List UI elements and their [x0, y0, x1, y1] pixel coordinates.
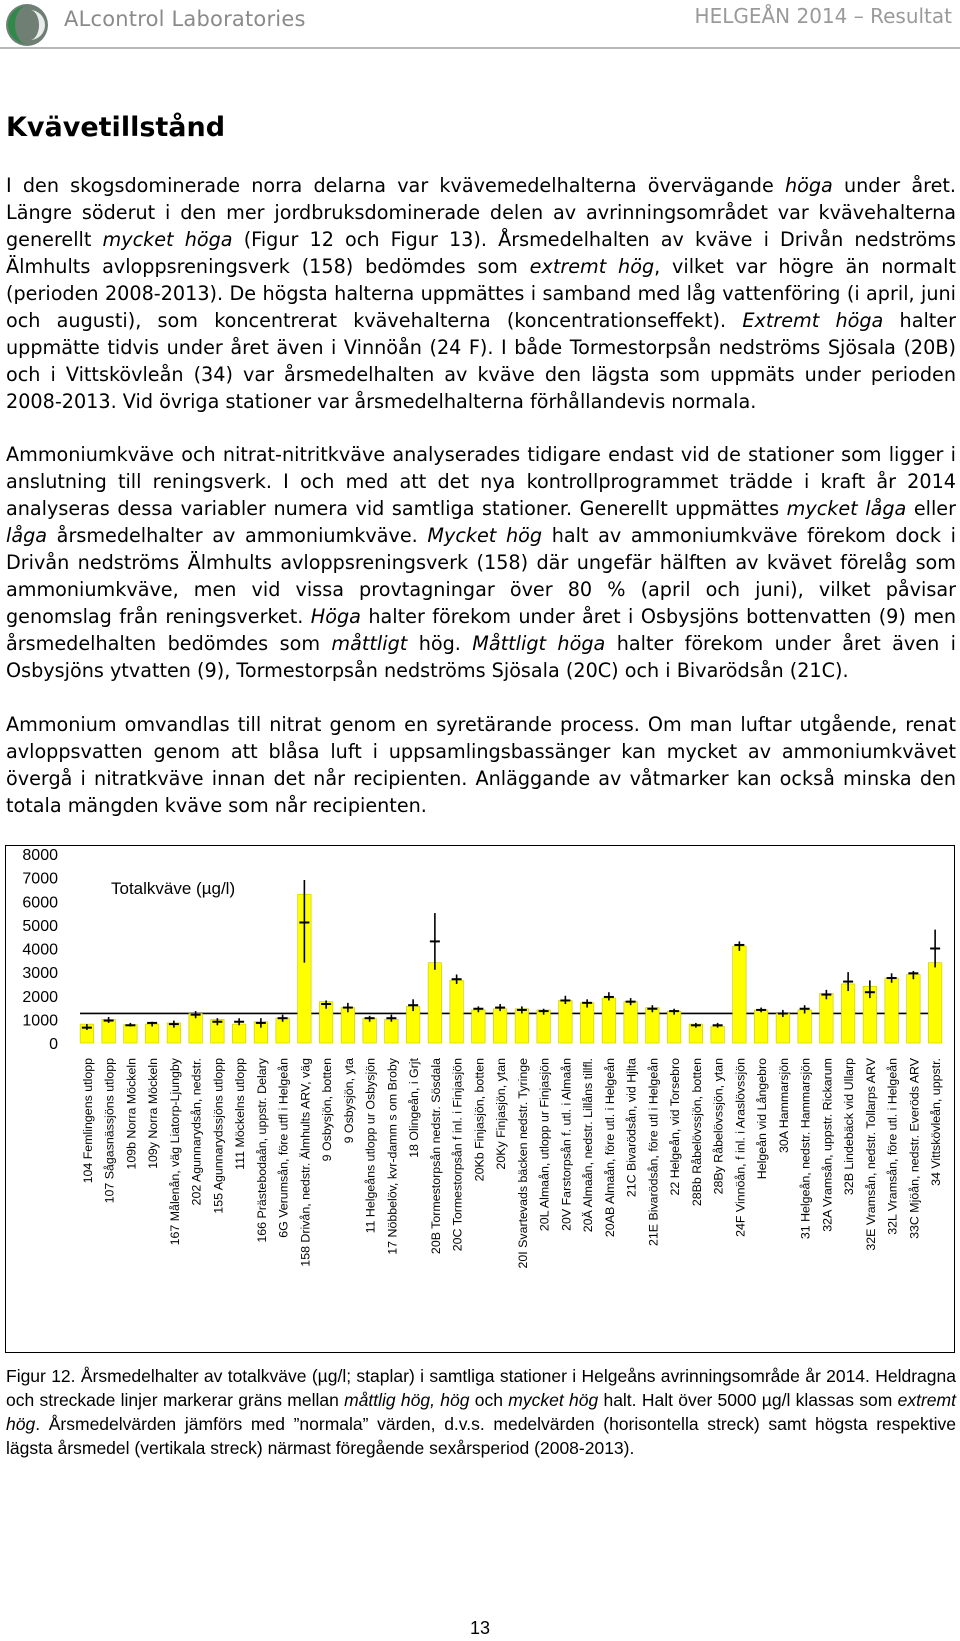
emphasis-text: Måttligt höga: [472, 632, 606, 655]
page-header: [0, 0, 960, 48]
bar: [602, 998, 615, 1043]
y-tick-label: 7000: [22, 870, 58, 888]
category-label: 28By Råbelövssjön, ytan: [711, 1058, 726, 1195]
bar: [341, 1008, 354, 1043]
bar: [624, 1002, 637, 1043]
emphasis-text: höga: [784, 174, 833, 197]
bar: [928, 963, 941, 1043]
category-label: 21C Bivarödsån, vid Hjlta: [624, 1058, 639, 1198]
paragraph-1: [6, 172, 956, 415]
text-run: halter förekom under året i Osbysjöns bottenvatten (9) men årsmedelhalten bedömdes som: [6, 605, 956, 655]
category-label: 18 Olingeån, i Grjt: [407, 1058, 422, 1158]
category-label: 34 Vittskövleån, uppstr.: [929, 1058, 944, 1186]
text-run: . Årsmedelvärden jämförs med ”normala” värden, d.v.s. medelvärden (horisontella streck) samt högsta respektive lägsta årsmedel (vertikala streck) närmast föregående sexårsperiod (2008-2013).: [6, 1414, 956, 1458]
alcontrol-logo-icon: [4, 2, 50, 48]
bar: [711, 1026, 724, 1043]
category-label: Helgeån vid Långebro: [755, 1058, 770, 1180]
paragraph-3: [6, 711, 956, 819]
bar: [145, 1024, 158, 1043]
bar: [406, 1006, 419, 1043]
text-run: hög.: [407, 632, 473, 655]
y-tick-label: 2000: [22, 988, 58, 1006]
chart-canvas: [6, 846, 954, 1352]
bar: [102, 1019, 115, 1043]
header-divider: [0, 47, 960, 49]
category-label: 32B Lindebäck vid Ullarp: [842, 1058, 857, 1196]
text-run: Figur 12. Årsmedelhalter av totalkväve (µg/l; staplar) i samtliga stationer i Helgeåns avrinningsområde år 2014. Heldragna och streckade linjer markerar gräns mellan: [6, 1366, 956, 1410]
emphasis-text: Extremt höga: [742, 309, 884, 332]
emphasis-text: måttligt: [331, 632, 408, 655]
bar: [754, 1010, 767, 1043]
figure-caption: [6, 1364, 956, 1460]
category-label: 20C Tormestorpsån f inl. i Finjasjön: [450, 1058, 465, 1252]
text-run: halt. Halt över 5000 µg/l klassas som: [598, 1390, 898, 1410]
text-run: under året. Längre söderut i den mer jordbruksdominerade delen av avrinningsområdet var kvävehalterna generellt: [6, 174, 957, 251]
category-label: 30A Hammarsjön: [776, 1058, 791, 1154]
bar: [450, 980, 463, 1043]
category-label: 24F Vinnöån, f inl. i Araslövssjön: [733, 1058, 748, 1237]
y-tick-label: 8000: [22, 847, 58, 864]
text-run: årsmedelhalter av ammoniumkväve.: [47, 524, 428, 547]
text-run: , vilket var högre än normalt (perioden 2008-2013). De högsta halterna uppmättes i samband med låg vattenföring (i april, juni och augusti), som koncentrerat kvävehalterna (koncentrationseffekt).: [6, 255, 956, 332]
bar: [232, 1024, 245, 1043]
section-title: Kvävetillstånd: [6, 112, 226, 143]
category-label: 6G Verumsån, före utfl i Helgeån: [276, 1058, 291, 1238]
y-tick-label: 0: [49, 1036, 58, 1053]
emphasis-text: mycket låga: [786, 497, 907, 520]
emphasis-text: extremt hög: [6, 1390, 956, 1434]
y-tick-label: 5000: [22, 917, 58, 935]
bar: [667, 1011, 680, 1043]
category-label: 17 Nöbbelöv, kvr-damm s om Broby: [385, 1058, 400, 1255]
text-run: I den skogsdominerade norra delarna var kvävemedelhalterna övervägande: [6, 174, 785, 197]
category-label: 202 Agunnarydsån, nedstr.: [189, 1058, 204, 1206]
y-tick-label: 4000: [22, 941, 58, 959]
category-label: 20L Almaån, utlopp ur Finjasjön: [537, 1058, 552, 1232]
category-label: 21E Bivarödsån, före utl i Helgeån: [646, 1058, 661, 1247]
paragraph-2: [6, 441, 956, 684]
bar: [363, 1018, 376, 1043]
bar: [646, 1008, 659, 1043]
bar: [493, 1009, 506, 1043]
chart-title: Totalkväve (µg/l): [111, 879, 236, 898]
category-label: 158 Drivån, nedstr. Älmhults ARV, väg: [298, 1058, 313, 1267]
category-label: 32E Vramsån, nedstr. Tollarps ARV: [863, 1058, 878, 1251]
category-label: 111 Möckelns utlopp: [233, 1058, 248, 1170]
bar: [776, 1013, 789, 1043]
category-label: 107 Sågasnässjöns utlopp: [102, 1058, 117, 1204]
category-label: 20Ä Almaån, nedstr. Lillåns tillfl.: [581, 1058, 596, 1233]
category-label: 28Bb Råbelövssjön, botten: [689, 1058, 704, 1207]
bar: [537, 1010, 550, 1043]
category-label: 20V Farstorpsån f. utl. i Almaån: [559, 1058, 574, 1231]
category-label: 104 Femlingens utlopp: [80, 1058, 95, 1184]
bar: [885, 978, 898, 1043]
category-label: 20Ky Finjasjön, ytan: [494, 1058, 509, 1170]
text-run: eller: [906, 497, 956, 520]
text-run: och: [469, 1390, 509, 1410]
text-run: Ammonium omvandlas till nitrat genom en syretärande process. Om man luftar utgående, renat avloppsvatten genom att blåsa luft i uppsamlingsbassänger kan mycket av ammoniumkvävet övergå i nitratkväve innan det når recipienten. Anläggande av våtmarker kan också minska den totala mängden kväve som når recipienten.: [6, 713, 956, 817]
bar: [124, 1025, 137, 1043]
text-run: (Figur 12 och Figur 13). Årsmedelhalten av kväve i Drivån nedströms Älmhults avloppsreningsverk (158) bedömdes som: [6, 228, 956, 278]
bar: [841, 984, 854, 1043]
category-label: 166 Prästebodaån, uppstr. Delary: [254, 1058, 269, 1243]
category-label: 20I Svartevads bäcken nedstr. Tyringe: [515, 1058, 530, 1269]
y-tick-label: 6000: [22, 894, 58, 912]
emphasis-text: måttlig hög, hög: [344, 1390, 470, 1410]
y-tick-label: 3000: [22, 965, 58, 983]
y-tick-label: 1000: [22, 1012, 58, 1030]
category-label: 11 Helgeåns utlopp ur Osbysjön: [363, 1058, 378, 1234]
category-label: 20AB Almaån, före utl. i Helgeån: [602, 1058, 617, 1238]
category-label: 167 Målenån, väg Liatorp-Ljungby: [167, 1058, 182, 1246]
category-label: 32A Vramsån, uppstr. Rickarum: [820, 1058, 835, 1232]
bar: [580, 1003, 593, 1043]
bar: [428, 963, 441, 1043]
category-label: 22 Helgeån, vid Torsebro: [668, 1058, 683, 1196]
bar: [385, 1019, 398, 1043]
text-run: Ammoniumkväve och nitrat-nitritkväve analyserades tidigare endast vid de stationer som ligger i anslutning till reningsverk. I och med att det nya kontrollprogrammet trädde i kraft år 2014 analyseras dessa variabler numera vid samtliga stationer. Generellt uppmättes: [6, 443, 956, 520]
bar: [798, 1010, 811, 1043]
logo-text: ALcontrol Laboratories: [64, 7, 306, 31]
emphasis-text: Höga: [310, 605, 361, 628]
category-label: 33C Mjöån, nedstr. Everöds ARV: [907, 1058, 922, 1239]
category-label: 109b Norra Möckeln: [124, 1058, 139, 1170]
category-label: 32L Vramsån, före utl. i Helgeån: [885, 1058, 900, 1235]
category-label: 31 Helgeån, nedstr. Hammarsjön: [798, 1058, 813, 1240]
emphasis-text: Mycket hög: [427, 524, 543, 547]
bar: [472, 1010, 485, 1043]
emphasis-text: extremt hög: [529, 255, 655, 278]
category-label: 155 Agunnarydssjöns utlopp: [211, 1058, 226, 1214]
category-label: 20B Tormestorpsån nedstr. Sösdala: [428, 1058, 443, 1255]
emphasis-text: mycket hög: [508, 1390, 599, 1410]
nitrogen-chart: [5, 845, 955, 1353]
emphasis-text: låga: [6, 524, 48, 547]
text-run: halter förekom under året även i Osbysjöns ytvatten (9), Tormestorpsån nedströms Sjösala (20C) och i Bivarödsån (21C).: [6, 632, 956, 682]
bar: [820, 993, 833, 1043]
category-label: 9 Osbysjön, yta: [341, 1058, 356, 1144]
emphasis-text: mycket höga: [102, 228, 233, 251]
text-run: halt av ammoniumkväve förekom dock i Drivån nedströms Älmhults avloppsreningsverk (158) där ungefär hälften av kvävet förelåg som ammoniumkväve, men vid vissa provtagningar över 80 % (april och juni), vilket påvisar genomslag från reningsverket.: [6, 524, 957, 628]
bar: [515, 1009, 528, 1043]
bar: [559, 1000, 572, 1043]
bar: [733, 946, 746, 1043]
report-title: HELGEÅN 2014 – Resultat: [694, 4, 952, 28]
category-label: 20Kb Finjasjön, botten: [472, 1058, 487, 1182]
category-label: 9 Osbysjön, botten: [320, 1058, 335, 1162]
text-run: halter uppmätte tidvis under året även i Vinnöån (24 F). I både Tormestorpsån nedströms Sjösala (20B) och i Vittskövleån (34) var årsmedelhalten av kväve den lägsta som uppmäts under perioden 2008-2013. Vid övriga stationer var årsmedelhalterna förhållandevis normala.: [6, 309, 957, 413]
page-number: 13: [469, 1618, 491, 1638]
bar: [907, 974, 920, 1043]
category-label: 109y Norra Möckeln: [146, 1058, 161, 1169]
